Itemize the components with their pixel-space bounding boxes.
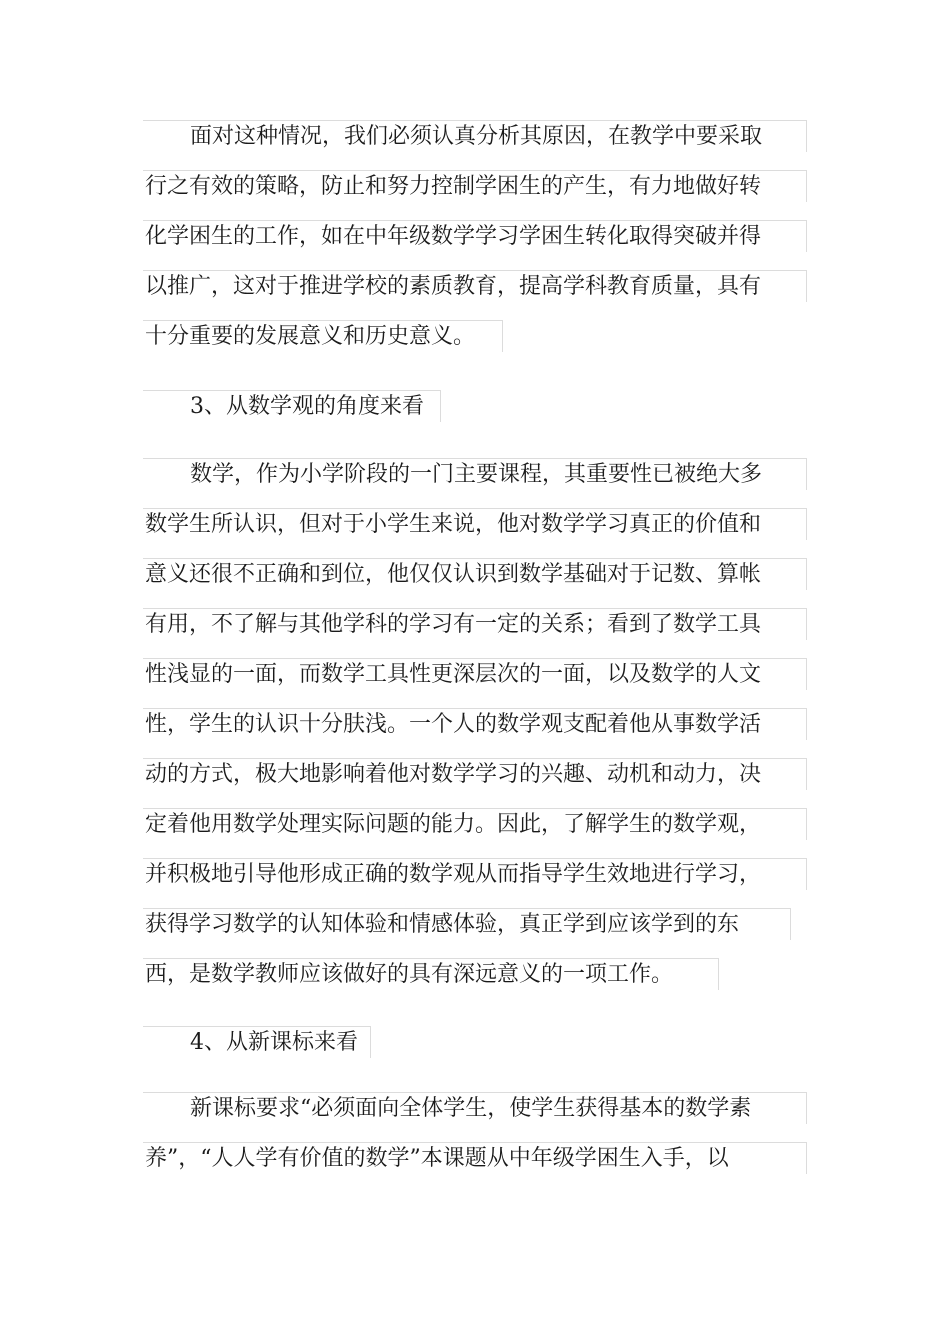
text-line: 性，学生的认识十分肤浅。一个人的数学观支配着他从事数学活 [143,708,807,740]
text-line: 性浅显的一面，而数学工具性更深层次的一面，以及数学的人文 [143,658,807,690]
text-line: 意义还很不正确和到位，他仅仅认识到数学基础对于记数、算帐 [143,558,807,590]
text-line: 数学，作为小学阶段的一门主要课程，其重要性已被绝大多 [143,458,807,490]
text-line: 定着他用数学处理实际问题的能力。因此，了解学生的数学观， [143,808,807,840]
text-line: 行之有效的策略，防止和努力控制学困生的产生，有力地做好转 [143,170,807,202]
text-line: 化学困生的工作，如在中年级数学学习学困生转化取得突破并得 [143,220,807,252]
text-line: 动的方式，极大地影响着他对数学学习的兴趣、动机和动力，决 [143,758,807,790]
section-heading-4: 4、从新课标来看 [143,1026,371,1058]
text-line: 获得学习数学的认知体验和情感体验，真正学到应该学到的东 [143,908,791,940]
text-line: 以推广，这对于推进学校的素质教育，提高学科教育质量，具有 [143,270,807,302]
text-line: 面对这种情况，我们必须认真分析其原因，在教学中要采取 [143,120,807,152]
text-line: 数学生所认识，但对于小学生来说，他对数学学习真正的价值和 [143,508,807,540]
text-line: 并积极地引导他形成正确的数学观从而指导学生效地进行学习， [143,858,807,890]
text-line: 新课标要求“必须面向全体学生，使学生获得基本的数学素 [143,1092,807,1124]
text-line: 有用，不了解与其他学科的学习有一定的关系；看到了数学工具 [143,608,807,640]
text-line: 十分重要的发展意义和历史意义。 [143,320,503,352]
section-heading-3: 3、从数学观的角度来看 [143,390,441,422]
text-line: 养”，“人人学有价值的数学”本课题从中年级学困生入手，以 [143,1142,807,1174]
text-line: 西，是数学教师应该做好的具有深远意义的一项工作。 [143,958,719,990]
